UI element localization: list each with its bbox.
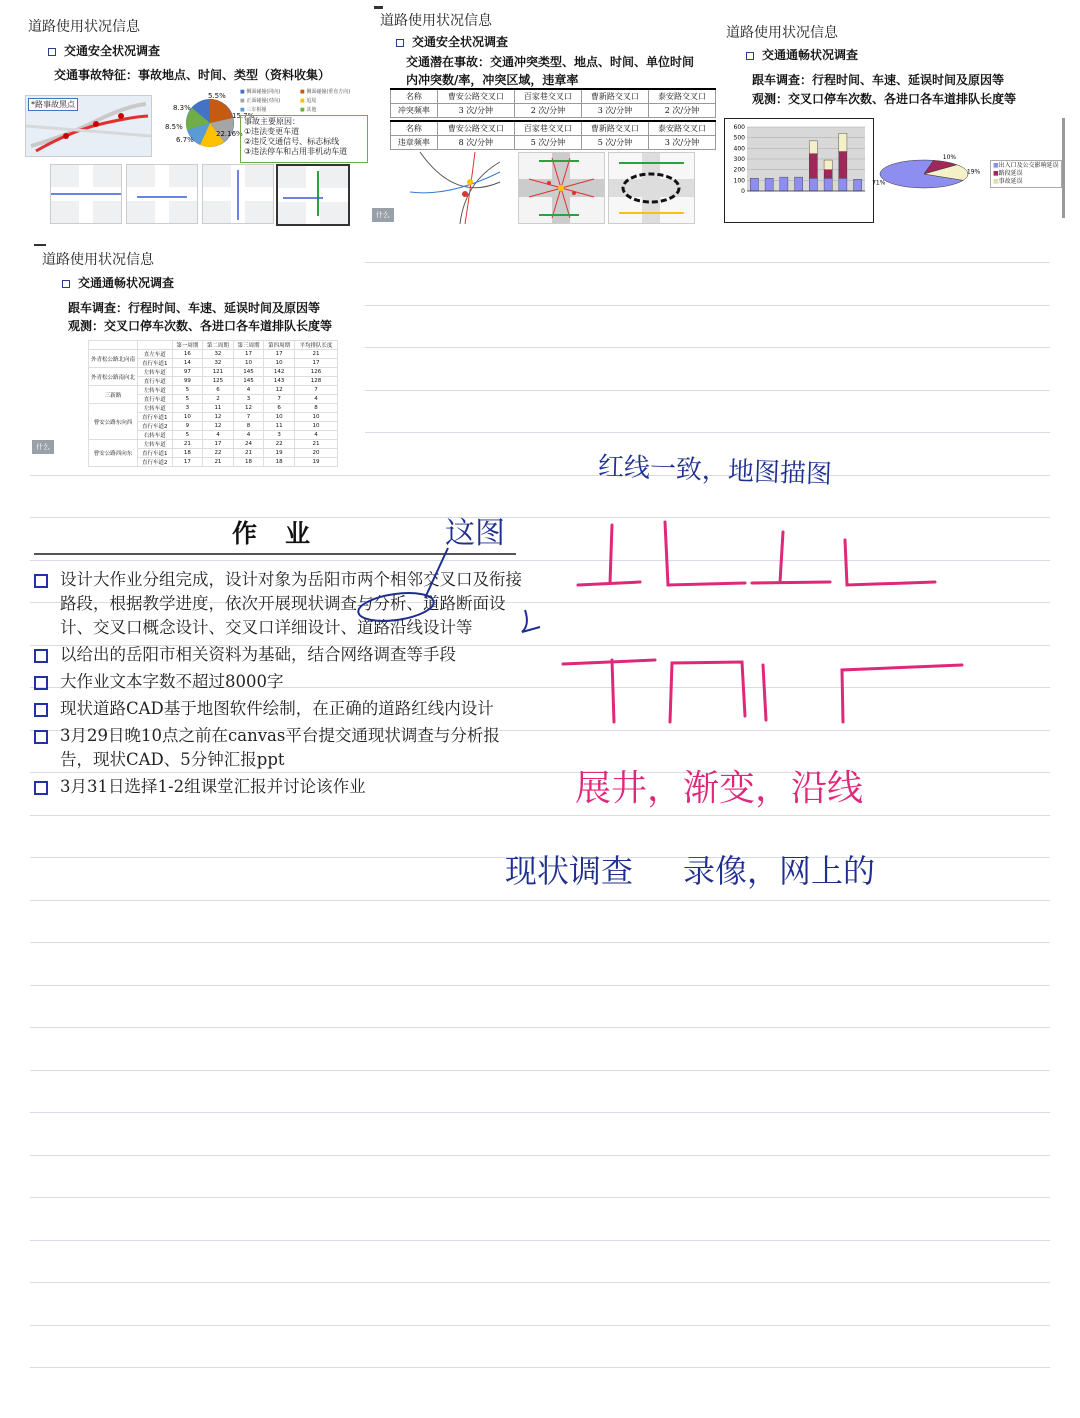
table-cell: 2 — [203, 395, 234, 404]
legend-swatch: ■ — [993, 178, 999, 185]
table-cell: 右转车道 — [138, 431, 173, 440]
table-cell: 19 — [264, 449, 295, 458]
y-tick-label: 200 — [733, 166, 745, 174]
pink-intersection-sketches — [563, 522, 962, 722]
table-cell: 22 — [264, 440, 295, 449]
table-cell: 17 — [172, 458, 203, 467]
table-cell: 8 — [294, 404, 337, 413]
table-cell: 直左车道 — [138, 350, 173, 359]
slide-nav-button[interactable]: 什么 — [372, 208, 394, 222]
pie-label: 10% — [942, 153, 957, 161]
pie-label: 6.7% — [176, 136, 194, 144]
table-cell: 违章频率 — [391, 136, 438, 150]
table-cell: 145 — [233, 377, 264, 386]
table-cell: 32 — [203, 350, 234, 359]
table-cell: 直行车道 — [138, 377, 173, 386]
table-cell: 20 — [294, 449, 337, 458]
table-group-cell: 外青松公路南向北 — [89, 368, 138, 386]
table-cell: 21 — [203, 458, 234, 467]
table-cell: 左转车道 — [138, 368, 173, 377]
table-header: 第三周期 — [233, 341, 264, 350]
table-cell: 直行车道2 — [138, 422, 173, 431]
slide-bullet: 交通通畅状况调查 — [62, 274, 174, 291]
table-cell: 17 — [264, 350, 295, 359]
legend-entry: 其他 — [306, 107, 317, 113]
table-cell: 直行车道 — [138, 395, 173, 404]
handwritten-note: 录像，网上的 — [683, 852, 876, 890]
legend-swatch: ■ — [993, 170, 999, 177]
table-cell: 左转车道 — [138, 404, 173, 413]
reason-item: ③违法停车和占用非机动车道 — [244, 147, 348, 156]
annotation-tick — [522, 610, 540, 632]
legend-entry: 三车相撞 — [246, 107, 267, 113]
slide-line: 交通潜在事故：交通冲突类型、地点、时间、单位时间 — [406, 55, 695, 69]
annotation-connector — [425, 548, 448, 598]
table-group-cell: 三新路 — [89, 386, 138, 404]
table-header: 第四周期 — [264, 341, 295, 350]
homework-item: 3月29日晚10点之前在canvas平台提交通现状调查与分析报告，现状CAD、5分钟汇报ppt — [34, 724, 524, 772]
homework-item: 现状道路CAD基于地图软件绘制，在正确的道路红线内设计 — [34, 697, 524, 721]
table-cell: 12 — [203, 413, 234, 422]
legend-entry: 侧面碰撞(同向) — [246, 89, 281, 95]
table-cell: 直行车道1 — [138, 413, 173, 422]
table-cell: 24 — [233, 440, 264, 449]
homework-item: 设计大作业分组完成，设计对象为岳阳市两个相邻交叉口及衔接路段，根据教学进度，依次开展现状调查与分析、道路断面设计、交叉口概念设计、交叉口详细设计、道路沿线设计等 — [34, 568, 524, 640]
table-cell: 4 — [233, 386, 264, 395]
table-cell: 128 — [294, 377, 337, 386]
table-header: 泰安路交叉口 — [648, 89, 715, 104]
y-tick-label: 300 — [733, 156, 745, 163]
table-cell: 3 — [233, 395, 264, 404]
slide-title: 道路使用状况信息 — [726, 25, 838, 41]
table-cell: 4 — [294, 431, 337, 440]
table-cell: 14 — [172, 359, 203, 368]
pie-legend: ■ 侧面碰撞(同向) ■ 侧面碰撞(垂直方向) ■ 正面碰撞(对向) ■ 追尾 ■ 三车相撞 ■ 其他 — [240, 89, 351, 113]
slide-bullet: 交通安全状况调查 — [396, 33, 508, 50]
slide-line: 观测：交叉口停车次数、各进口各车道排队长度等 — [752, 92, 1017, 106]
handwritten-note: 展井，渐变，沿线 — [575, 768, 864, 809]
table-group-cell: 曹安公路东向西 — [89, 404, 138, 440]
legend-entry: 事故延误 — [998, 178, 1023, 185]
y-tick-label: 0 — [741, 188, 745, 195]
legend-entry: 路段延误 — [998, 170, 1023, 177]
table-cell: 10 — [264, 413, 295, 422]
table-cell: 3 — [264, 431, 295, 440]
table-cell: 11 — [264, 422, 295, 431]
table-header: 百家巷交叉口 — [514, 89, 581, 104]
reasons-title: 事故主要原因： — [244, 117, 300, 126]
table-cell: 18 — [264, 458, 295, 467]
table-cell: 16 — [172, 350, 203, 359]
table-cell: 17 — [294, 359, 337, 368]
table-cell: 21 — [294, 440, 337, 449]
table-cell: 32 — [203, 359, 234, 368]
table-cell: 17 — [233, 350, 264, 359]
table-cell: 12 — [264, 386, 295, 395]
table-cell: 126 — [294, 368, 337, 377]
table-cell: 11 — [203, 404, 234, 413]
annotation-circle — [357, 589, 436, 625]
slide-title: 道路使用状况信息 — [28, 19, 140, 35]
table-cell: 125 — [203, 377, 234, 386]
table-cell: 18 — [172, 449, 203, 458]
homework-item: 以给出的岳阳市相关资料为基础，结合网络调查等手段 — [34, 643, 524, 667]
table-header: 泰安路交叉口 — [648, 121, 715, 136]
table-header: 名称 — [391, 121, 438, 136]
slide-line: 观测：交叉口停车次数、各进口各车道排队长度等 — [68, 319, 333, 333]
map-label: *路事故黑点 — [28, 98, 78, 111]
table-cell: 8 — [233, 422, 264, 431]
slide-nav-button[interactable]: 什么 — [32, 440, 54, 454]
table-cell: 97 — [172, 368, 203, 377]
slide-title: 道路使用状况信息 — [380, 13, 492, 29]
table-cell: 10 — [294, 422, 337, 431]
table-header: 曹新路交叉口 — [581, 121, 648, 136]
y-tick-label: 500 — [733, 134, 745, 142]
reason-item: ②违反交通信号、标志标线 — [244, 137, 340, 146]
table-cell: 5 次/分钟 — [581, 136, 648, 150]
table-group-cell: 外青松公路北向南 — [89, 350, 138, 368]
slide-line: 跟车调查：行程时间、车速、延误时间及原因等 — [68, 301, 321, 315]
table-cell: 21 — [294, 350, 337, 359]
table-cell: 145 — [233, 368, 264, 377]
table-cell: 10 — [233, 359, 264, 368]
slide-title: 道路使用状况信息 — [42, 252, 154, 268]
table-cell: 2 次/分钟 — [514, 104, 581, 118]
pie-label: 8.3% — [173, 104, 191, 112]
homework-item: 3月31日选择1-2组课堂汇报并讨论该作业 — [34, 775, 524, 799]
table-cell: 17 — [203, 440, 234, 449]
table-cell: 7 — [264, 395, 295, 404]
legend-entry: 正面碰撞(对向) — [246, 98, 281, 104]
legend-entry: 侧面碰撞(垂直方向) — [306, 89, 351, 95]
table-cell: 左转车道 — [138, 386, 173, 395]
table-cell: 10 — [294, 413, 337, 422]
slide-line: 内冲突数/率，冲突区域，违章率 — [406, 73, 579, 87]
table-cell: 2 次/分钟 — [648, 104, 715, 118]
table-cell: 99 — [172, 377, 203, 386]
pie-label: 15.7% — [232, 112, 255, 120]
pie-label: 22.16% — [216, 130, 243, 138]
homework-item: 大作业文本字数不超过8000字 — [34, 670, 524, 694]
y-tick-label: 100 — [733, 177, 745, 185]
table-cell: 142 — [264, 368, 295, 377]
pie-label: 8.5% — [165, 123, 183, 131]
table-cell: 21 — [233, 449, 264, 458]
legend-entry: 出入口及公交影响延误 — [998, 162, 1059, 169]
table-cell: 9 — [172, 422, 203, 431]
pie-label: 71% — [872, 179, 886, 187]
slide-subtitle: 交通事故特征：事故地点、时间、类型（资料收集） — [54, 68, 331, 82]
table-cell: 左转车道 — [138, 440, 173, 449]
table-cell: 5 — [172, 431, 203, 440]
table-cell: 21 — [172, 440, 203, 449]
table-cell: 7 — [233, 413, 264, 422]
legend-swatch: ■ — [993, 162, 999, 169]
y-tick-label: 400 — [733, 145, 745, 153]
table-header: 曹新路交叉口 — [581, 89, 648, 104]
table-cell: 直行车道1 — [138, 449, 173, 458]
pie-label: 5.5% — [208, 92, 226, 100]
table-cell: 3 次/分钟 — [581, 104, 648, 118]
table-cell: 3 次/分钟 — [437, 104, 514, 118]
table-cell: 4 — [294, 395, 337, 404]
slide-line: 跟车调查：行程时间、车速、延误时间及原因等 — [752, 73, 1005, 87]
table-cell: 3 次/分钟 — [648, 136, 715, 150]
table-cell: 12 — [203, 422, 234, 431]
pie-label: 19% — [966, 168, 981, 176]
table-cell: 7 — [294, 386, 337, 395]
table-cell: 4 — [233, 431, 264, 440]
table-cell: 8 次/分钟 — [437, 136, 514, 150]
table-cell: 3 — [172, 404, 203, 413]
slide-bullet: 交通通畅状况调查 — [746, 46, 858, 63]
table-group-cell: 曹安公路西向东 — [89, 440, 138, 467]
table-cell: 121 — [203, 368, 234, 377]
y-tick-label: 600 — [733, 124, 745, 131]
reason-item: ①违法变更车道 — [244, 127, 300, 136]
table-cell: 10 — [264, 359, 295, 368]
table-cell: 143 — [264, 377, 295, 386]
handwritten-note: 这图 — [445, 516, 505, 551]
table-cell: 4 — [203, 431, 234, 440]
table-cell: 5 次/分钟 — [514, 136, 581, 150]
table-cell: 6 — [203, 386, 234, 395]
table-header: 曹安公路交叉口 — [437, 121, 514, 136]
table-header: 平均排队长度 — [294, 341, 337, 350]
table-cell: 19 — [294, 458, 337, 467]
table-cell: 18 — [233, 458, 264, 467]
table-cell: 直行车道2 — [138, 458, 173, 467]
table-cell: 22 — [203, 449, 234, 458]
table-header: 第二周期 — [203, 341, 234, 350]
table-cell: 5 — [172, 386, 203, 395]
legend-entry: 追尾 — [306, 98, 317, 104]
table-header: 曹安公路交叉口 — [437, 89, 514, 104]
table-header: 百家巷交叉口 — [514, 121, 581, 136]
handwritten-note: 红线一致，地图描图 — [597, 451, 833, 491]
table-cell: 冲突频率 — [391, 104, 438, 118]
table-cell: 5 — [172, 395, 203, 404]
table-cell: 10 — [172, 413, 203, 422]
table-cell: 12 — [233, 404, 264, 413]
table-header: 第一周期 — [172, 341, 203, 350]
table-cell: 6 — [264, 404, 295, 413]
slide-bullet: 交通安全状况调查 — [48, 42, 160, 59]
table-cell: 直行车道1 — [138, 359, 173, 368]
handwritten-note: 现状调查 — [505, 852, 634, 890]
homework-title: 作业 — [232, 519, 339, 548]
table-header: 名称 — [391, 89, 438, 104]
